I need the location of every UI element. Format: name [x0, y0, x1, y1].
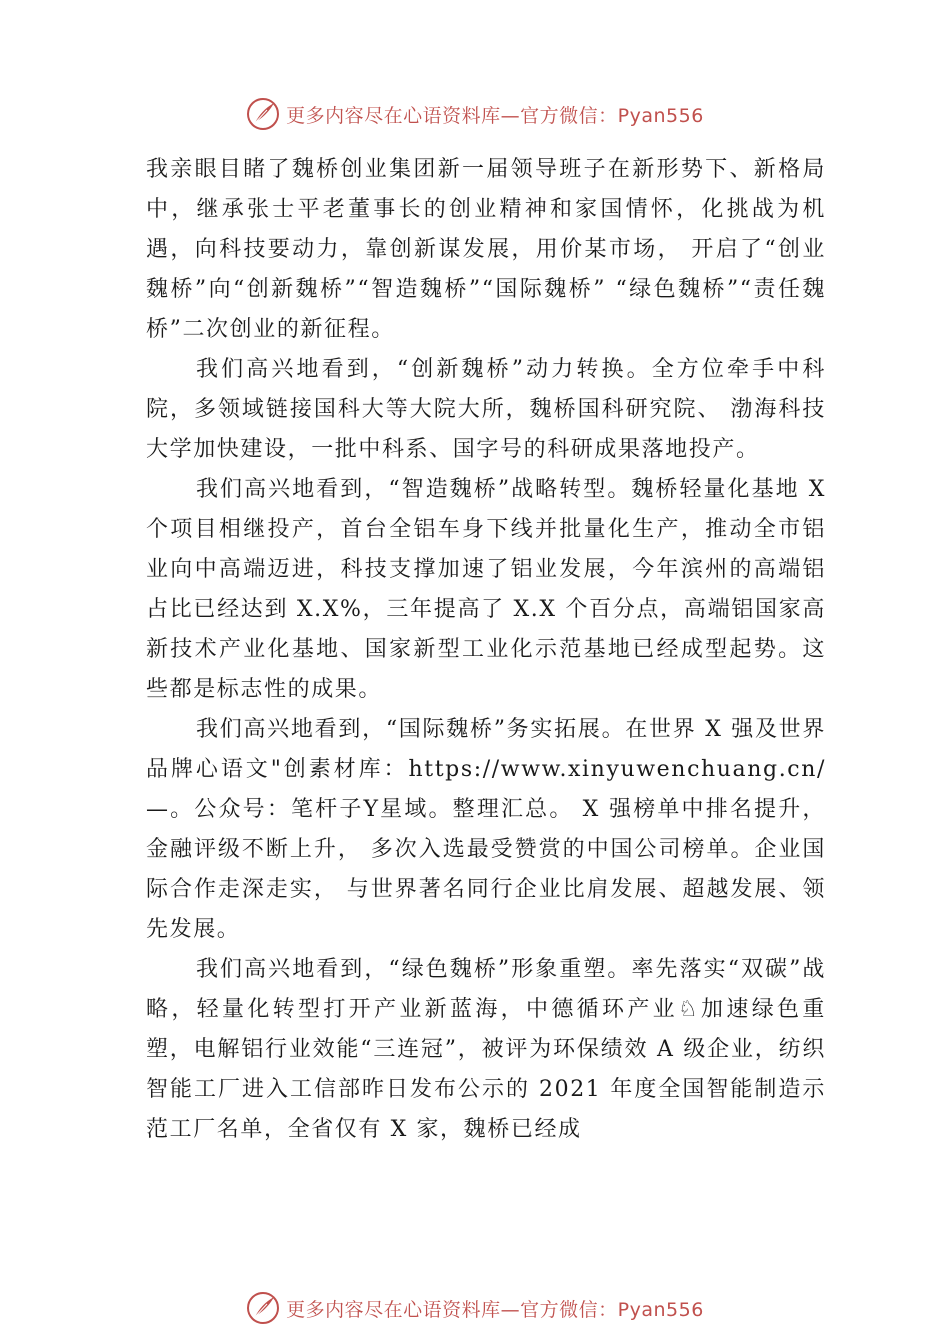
header-banner-text: 更多内容尽在心语资料库—官方微信：Pyan556	[286, 104, 704, 127]
paragraph-4: 我们高兴地看到，“国际魏桥”务实拓展。在世界 X 强及世界品牌心语文"创素材库：https://www.xinyuwenchuang.cn/—。公众号：笔杆子Y星域。整理汇总。 X 强榜单中排名提升，金融评级不断上升， 多次入选最受赞赏的中国公司榜单。企业国际合作走深走实， 与世界著名同行企业比肩发展、超越发展、领先发展。	[146, 717, 826, 942]
footer-banner	[0, 1286, 950, 1330]
paragraph-5: 我们高兴地看到，“绿色魏桥”形象重塑。率先落实“双碳”战略，轻量化转型打开产业新蓝海，中德循环产业♘加速绿色重塑，电解铝行业效能“三连冠”，被评为环保绩效 A 级企业，纺织智能工厂进入工信部昨日发布公示的 2021 年度全国智能制造示范工厂名单，全省仅有 X 家，魏桥已经成	[146, 957, 826, 1142]
paragraph-3: 我们高兴地看到，“智造魏桥”战略转型。魏桥轻量化基地 X 个项目相继投产，首台全铝车身下线并批量化生产，推动全市铝业向中高端迈进，科技支撑加速了铝业发展，今年滨州的高端铝占比已经达到 X.X%，三年提高了 X.X 个百分点，高端铝国家高新技术产业化基地、国家新型工业化示范基地已经成型起势。这些都是标志性的成果。	[146, 477, 826, 702]
document-body	[146, 150, 826, 1150]
feather-logo-icon	[246, 97, 280, 131]
header-banner	[0, 92, 950, 136]
paragraph-1: 我亲眼目睹了魏桥创业集团新一届领导班子在新形势下、新格局中，继承张士平老董事长的创业精神和家国情怀，化挑战为机遇，向科技要动力，靠创新谋发展，用价某市场， 开启了“创业魏桥”向“创新魏桥”“智造魏桥”“国际魏桥” “绿色魏桥”“责任魏桥”二次创业的新征程。	[146, 157, 826, 342]
footer-banner-text: 更多内容尽在心语资料库—官方微信：Pyan556	[286, 1298, 704, 1321]
feather-logo-icon	[246, 1291, 280, 1325]
paragraph-2: 我们高兴地看到，“创新魏桥”动力转换。全方位牵手中科院，多领域链接国科大等大院大所，魏桥国科研究院、 渤海科技大学加快建设，一批中科系、国字号的科研成果落地投产。	[146, 357, 826, 462]
